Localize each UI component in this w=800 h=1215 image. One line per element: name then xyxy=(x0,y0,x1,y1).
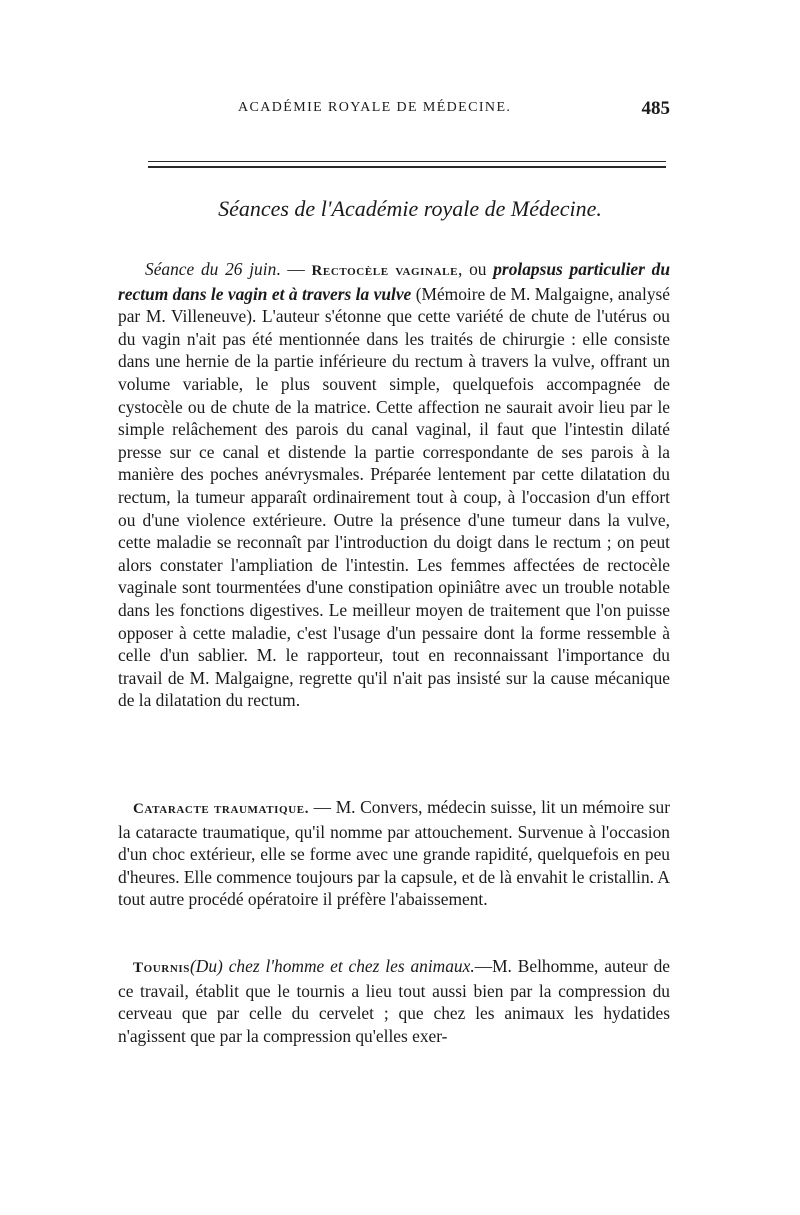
dash: — xyxy=(309,797,336,817)
paragraph-body: M. Convers, médecin suisse, lit un mémoire sur la cataracte traumatique, qu'il nomme par attouchement. Survenue à l'occasion d'un choc extérieur, elle se forme avec une grande rapidité, quelquefois en peu d'heures. Elle commence toujours par la capsule, et de là envahit le cristallin. A tout autre procédé opératoire il préfère l'abaissement. xyxy=(118,797,670,910)
connector: , ou xyxy=(458,259,494,279)
session-label: Séance du xyxy=(145,259,219,279)
running-header xyxy=(150,100,670,130)
running-title: ACADÉMIE ROYALE DE MÉDECINE. xyxy=(238,100,512,115)
page-number: 485 xyxy=(641,98,670,119)
header-rule-thin xyxy=(148,161,666,162)
dash: . — xyxy=(276,259,312,279)
section-title: Séances de l'Académie royale de Médecine. xyxy=(218,196,602,221)
session-date: 26 juin xyxy=(225,259,277,279)
paragraph-body: (Mémoire de M. Malgaigne, analysé par M. Villeneuve). L'auteur s'étonne que cette variété de chute de l'utérus ou du vagin n'ait pas été mentionnée dans les traités de chirurgie : elle consiste dans une hernie de la partie inférieure du rectum à travers la vulve, offrant un volume variable, le plus souvent simple, quelquefois accompagnée de cystocèle ou de chute de la matrice. Cette affection ne saurait avoir lieu par le simple relâchement des parois du canal vaginal, il faut que l'intestin dilaté presse sur ce canal et distende la partie correspondante de ses parois à la manière des poches anévrysmales. Préparée lentement par cette dilatation du rectum, la tumeur apparaît ordinairement tout à coup, à l'occasion d'un effort ou d'une violence extérieure. Outre la présence d'une tumeur dans la vulve, cette maladie se reconnaît par l'introduction du doigt dans le rectum ; on peut alors constater l'ampliation de l'intestin. Les femmes affectées de rectocèle vaginale sont tourmentées d'une constipation opiniâtre avec un trouble notable dans les fonctions digestives. Le meilleur moyen de traitement que l'on puisse opposer à cette maladie, c'est l'usage d'un pessaire dont la forme ressemble à celle d'un sablier. M. le rapporteur, tout en reconnaissant l'importance du travail de M. Malgaigne, regrette qu'il n'ait pas insisté sur la cause mécanique de la dilatation du rectum. xyxy=(118,283,670,711)
paragraph-subtitle: prolapsus particulier du rectum dans le vagin et à travers la vulve xyxy=(118,259,671,304)
dash: — xyxy=(474,956,493,976)
paragraph-heading: Tournis xyxy=(133,960,190,976)
paragraph-subtitle: (Du) chez l'homme et chez les animaux. xyxy=(190,956,475,976)
paragraph-cataracte xyxy=(118,796,670,911)
paragraph-rectocele xyxy=(118,258,670,712)
header-rule-thick xyxy=(148,166,666,168)
paragraph-body: M. Belhomme, auteur de ce travail, établit que le tournis a lieu tout aussi bien par la compression du cerveau que par celle du cervelet ; que chez les animaux les hydatides n'agissent que par la compression qu'elles exer- xyxy=(118,956,670,1046)
paragraph-tournis xyxy=(118,955,670,1047)
paragraph-heading: Rectocèle vaginale xyxy=(311,263,459,279)
paragraph-heading: Cataracte traumatique. xyxy=(133,801,310,817)
